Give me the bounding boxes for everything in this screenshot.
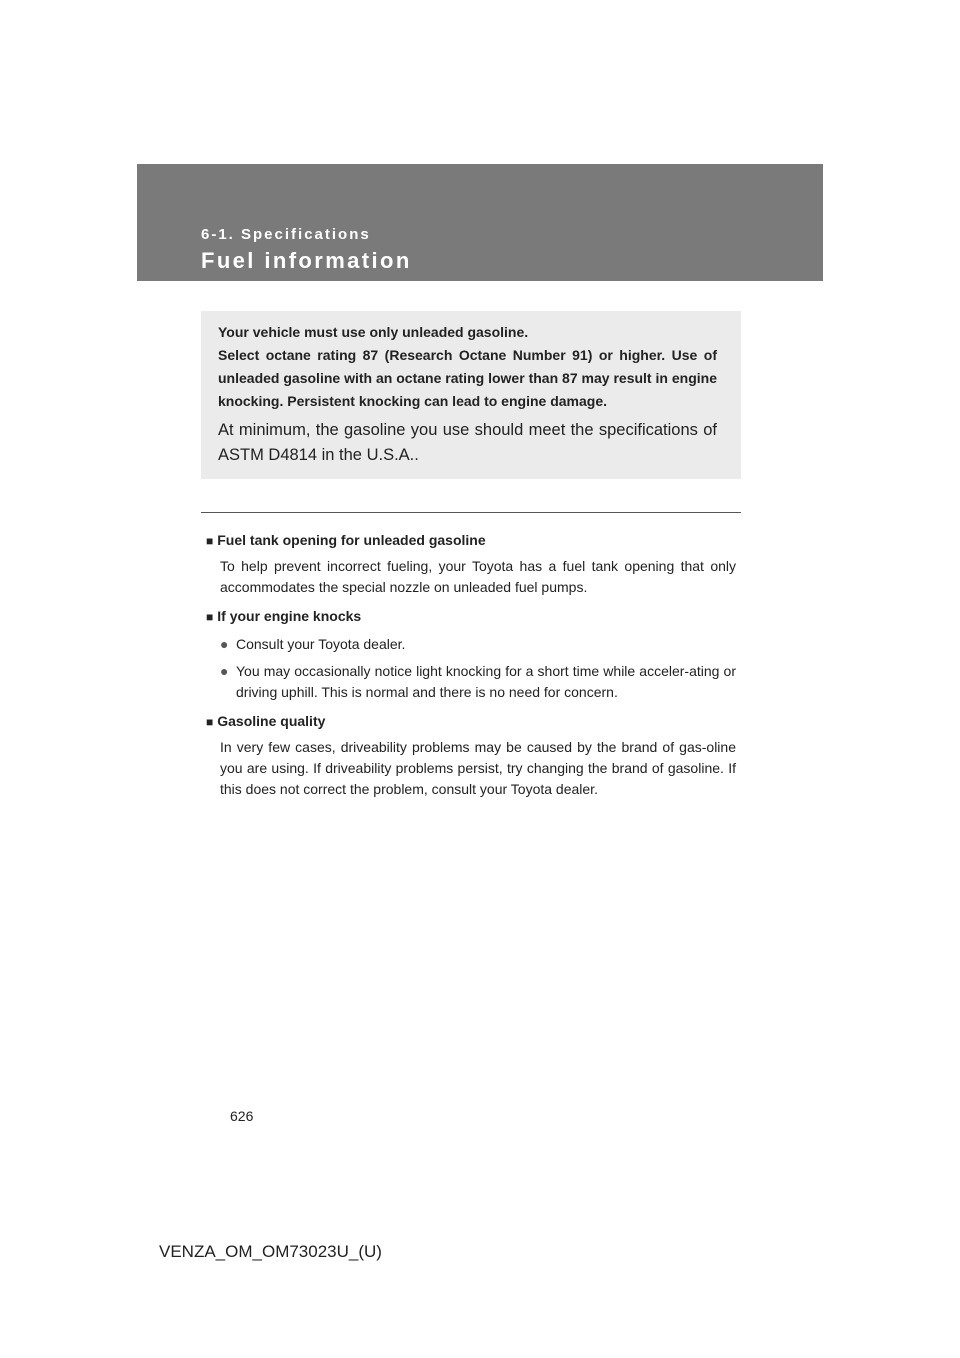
summary-line-2: Select octane rating 87 (Research Octane Number 91) or higher. Use of unleaded gasoline with an octane rating lower than 87 may result in engine knocking. Persistent knocking can lead to engine damage.: [218, 347, 717, 409]
heading-text: If your engine knocks: [217, 608, 362, 624]
page-title: Fuel information: [201, 248, 412, 273]
footer-code: VENZA_OM_OM73023U_(U): [159, 1242, 382, 1261]
divider: [201, 512, 741, 513]
square-bullet-icon: ■: [206, 610, 214, 624]
section-label: 6-1. Specifications: [201, 226, 371, 243]
content-body: [206, 528, 736, 808]
summary-box: [201, 311, 741, 479]
list-item: [206, 634, 736, 655]
section-engine-knocks: [206, 606, 736, 703]
section-heading: [206, 711, 736, 733]
section-gasoline-quality: [206, 711, 736, 800]
heading-text: Fuel tank opening for unleaded gasoline: [217, 532, 486, 548]
list-item-text: You may occasionally notice light knocking for a short time while acceler-ating or driving uphill. This is normal and there is no need for concern.: [236, 663, 736, 700]
list-item: [206, 661, 736, 703]
summary-line-1: Your vehicle must use only unleaded gasoline.: [218, 324, 529, 340]
section-fuel-tank-opening: [206, 530, 736, 598]
circle-bullet-icon: ●: [220, 663, 229, 679]
section-heading: [206, 606, 736, 628]
list-item-text: Consult your Toyota dealer.: [236, 636, 406, 652]
section-text: In very few cases, driveability problems may be caused by the brand of gas-oline you are using. If driveability problems persist, try changing the brand of gasoline. If this does not correct the problem, consult your Toyota dealer.: [220, 739, 736, 797]
circle-bullet-icon: ●: [220, 636, 229, 652]
section-heading: [206, 530, 736, 552]
page-number: 626: [230, 1108, 254, 1124]
heading-text: Gasoline quality: [217, 713, 326, 729]
square-bullet-icon: ■: [206, 715, 214, 729]
section-text: To help prevent incorrect fueling, your Toyota has a fuel tank opening that only accommodates the special nozzle on unleaded fuel pumps.: [220, 558, 736, 595]
section-header: [137, 164, 823, 281]
summary-note: At minimum, the gasoline you use should meet the specifications of ASTM D4814 in the U.S.A..: [218, 421, 717, 464]
square-bullet-icon: ■: [206, 534, 214, 548]
